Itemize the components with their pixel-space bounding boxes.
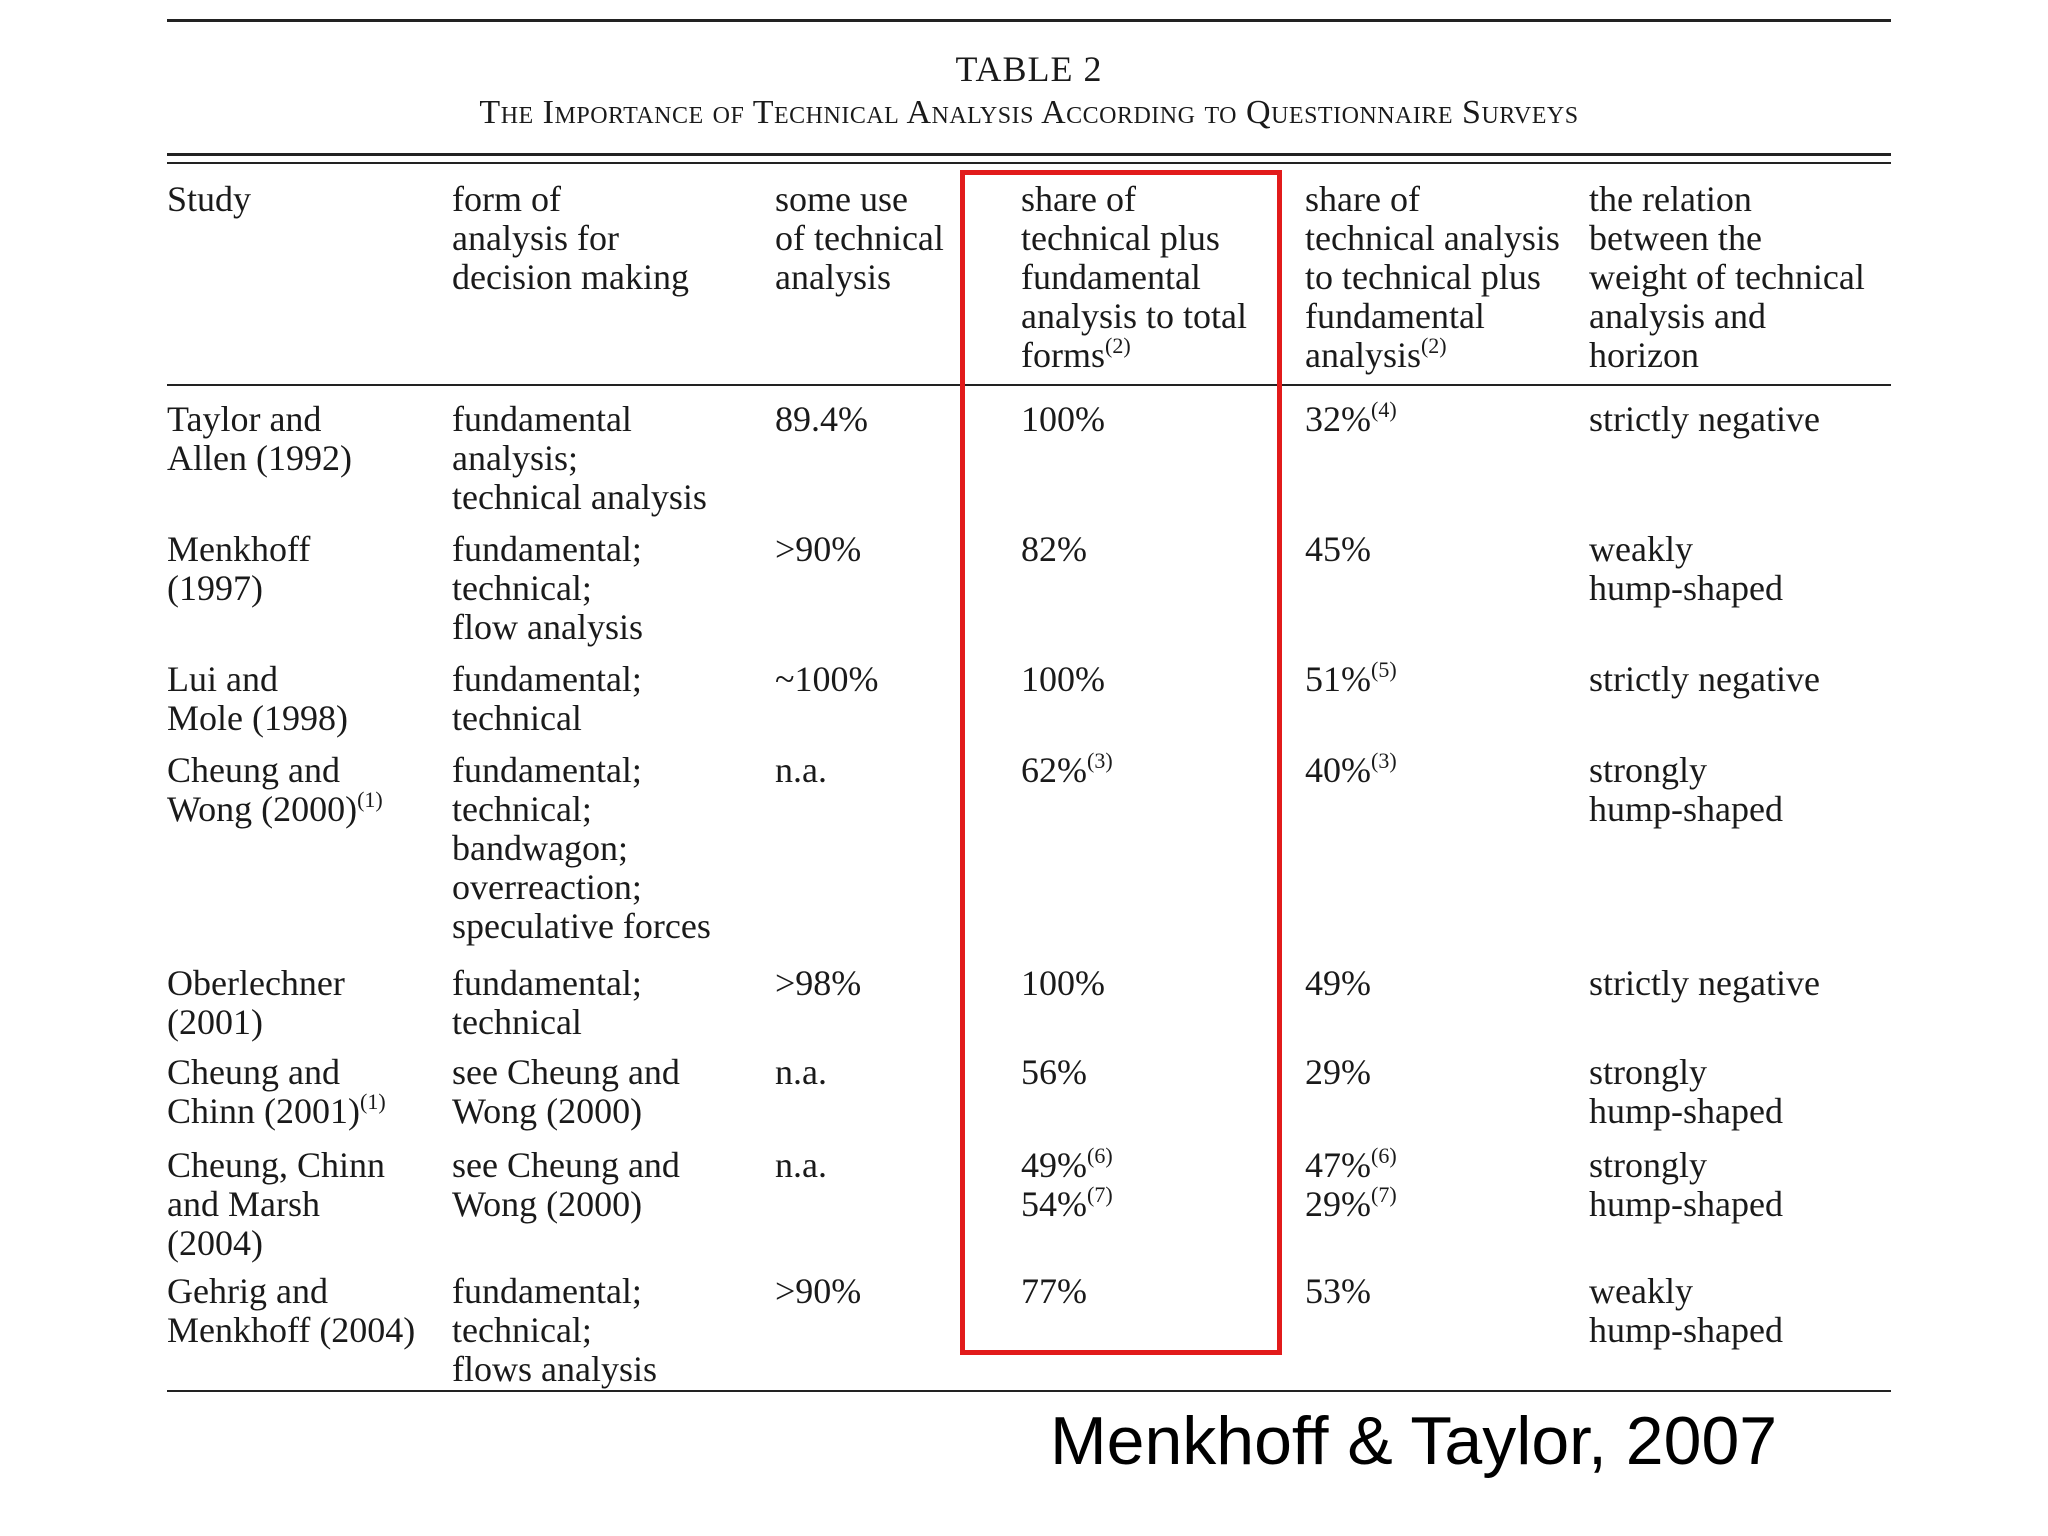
row-7-some-use: >90% [775,1271,862,1311]
row-6-form: see Cheung and Wong (2000) [452,1145,680,1224]
row-6-share-total: 49%$^{(6)}$ 54%$^{(7)}$ [1021,1143,1113,1224]
row-2-form: fundamental; technical [452,659,642,738]
row-5-relation: strongly hump-shaped [1589,1052,1783,1131]
row-1-study: Menkhoff (1997) [167,529,311,608]
row-1-form: fundamental; technical; flow analysis [452,529,643,647]
row-2-share-technical: 51%$^{(5)}$ [1305,657,1397,699]
top-rule [167,19,1891,22]
row-4-form: fundamental; technical [452,963,642,1042]
row-4-share-total: 100% [1021,963,1105,1003]
row-3-some-use: n.a. [775,750,827,790]
row-3-form: fundamental; technical; bandwagon; overreaction; speculative forces [452,750,711,946]
row-7-share-technical: 53% [1305,1271,1371,1311]
row-7-form: fundamental; technical; flows analysis [452,1271,657,1389]
row-5-study: Cheung and Chinn $(2001)^{(1)}$ [167,1052,386,1131]
row-3-study: Cheung and Wong $(2000)^{(1)}$ [167,750,383,829]
row-1-some-use: >90% [775,529,862,569]
row-0-share-technical: 32%$^{(4)}$ [1305,397,1397,439]
header-some-use: some use of technical analysis [775,179,944,297]
table-title: The Importance of Technical Analysis According to Questionnaire Surveys [479,94,1579,131]
row-2-study: Lui and Mole (1998) [167,659,348,738]
row-2-share-total: 100% [1021,659,1105,699]
row-7-share-total: 77% [1021,1271,1087,1311]
row-7-relation: weakly hump-shaped [1589,1271,1783,1350]
row-5-share-total: 56% [1021,1052,1087,1092]
citation-caption: Menkhoff & Taylor, 2007 [1050,1403,1778,1479]
row-6-some-use: n.a. [775,1145,827,1185]
row-4-share-technical: 49% [1305,963,1371,1003]
row-4-relation: strictly negative [1589,963,1820,1003]
row-6-relation: strongly hump-shaped [1589,1145,1783,1224]
row-1-share-technical: 45% [1305,529,1371,569]
row-1-share-total: 82% [1021,529,1087,569]
row-2-some-use: ~100% [775,659,879,699]
row-4-study: Oberlechner (2001) [167,963,345,1042]
header-rule-lower [167,162,1891,164]
row-2-relation: strictly negative [1589,659,1820,699]
row-0-relation: strictly negative [1589,399,1820,439]
row-5-share-technical: 29% [1305,1052,1371,1092]
row-1-relation: weakly hump-shaped [1589,529,1783,608]
row-3-share-technical: 40%$^{(3)}$ [1305,748,1397,790]
row-7-study: Gehrig and Menkhoff (2004) [167,1271,416,1350]
header-share-technical: share of technical analysis to technical plus fundamental analysis$^{(2)}$ [1305,179,1560,375]
row-0-some-use: 89.4% [775,399,868,439]
table-bottom-rule [167,1390,1891,1392]
row-5-form: see Cheung and Wong (2000) [452,1052,680,1131]
table-label: TABLE 2 [955,49,1103,89]
row-0-study: Taylor and Allen (1992) [167,399,352,478]
header-relation: the relation between the weight of technical analysis and horizon [1589,179,1865,375]
column-highlight-box [960,170,1282,1355]
row-4-some-use: >98% [775,963,862,1003]
header-form-of-analysis: form of analysis for decision making [452,179,689,297]
row-6-share-technical: 47%$^{(6)}$ 29%$^{(7)}$ [1305,1143,1397,1224]
row-0-form: fundamental analysis; technical analysis [452,399,707,517]
header-rule-upper [167,153,1891,156]
row-0-share-total: 100% [1021,399,1105,439]
header-share-total: share of technical plus fundamental analysis to total forms$^{(2)}$ [1021,179,1247,375]
row-6-study: Cheung, Chinn and Marsh (2004) [167,1145,386,1263]
row-3-relation: strongly hump-shaped [1589,750,1783,829]
row-5-some-use: n.a. [775,1052,827,1092]
row-3-share-total: 62%$^{(3)}$ [1021,748,1113,790]
header-study: Study [167,179,252,219]
